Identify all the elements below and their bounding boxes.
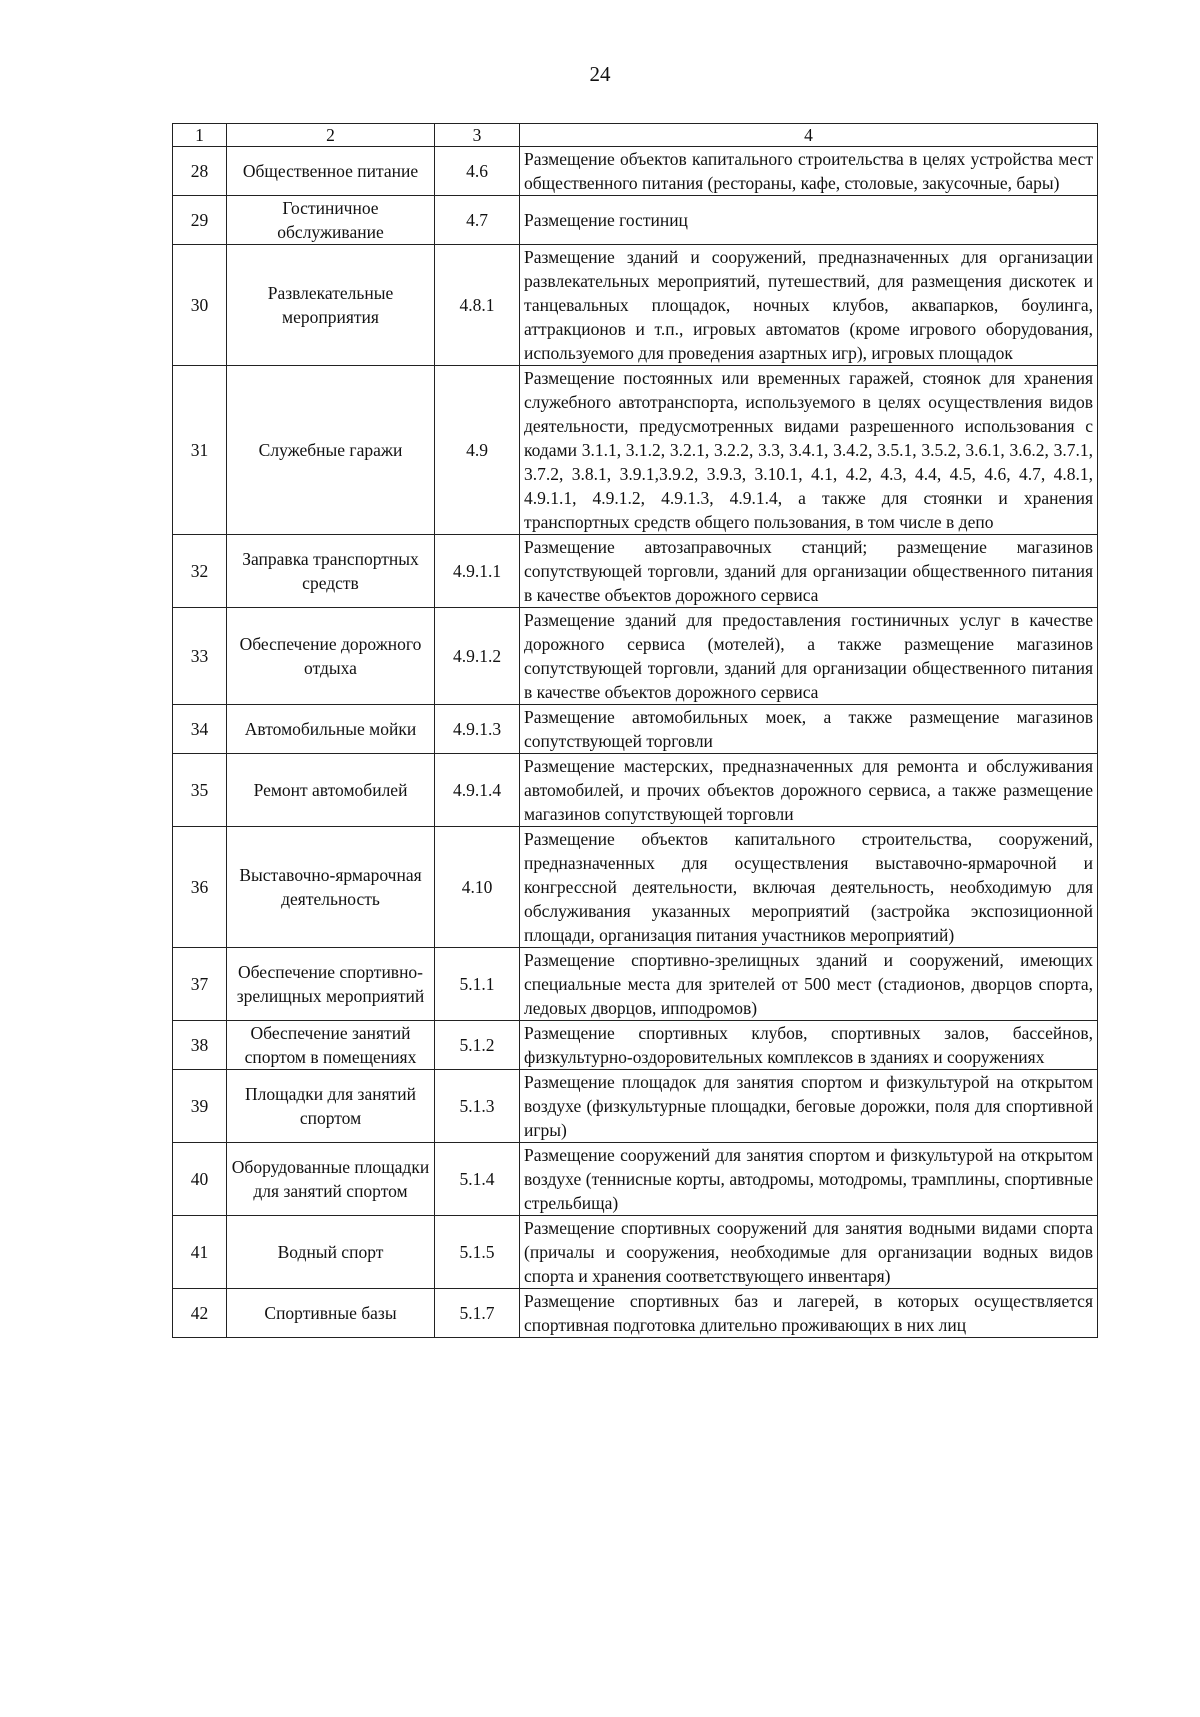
use-type-name: Спортивные базы bbox=[227, 1289, 435, 1338]
column-header-3: 3 bbox=[435, 124, 520, 147]
table-row bbox=[173, 1070, 1098, 1143]
use-type-code: 4.10 bbox=[435, 827, 520, 948]
row-number: 39 bbox=[173, 1070, 227, 1143]
row-number: 40 bbox=[173, 1143, 227, 1216]
row-number: 42 bbox=[173, 1289, 227, 1338]
use-type-description: Размещение автозаправочных станций; размещение магазинов сопутствующей торговли, зданий для организации общественного питания в качестве объектов дорожного сервиса bbox=[520, 535, 1098, 608]
use-type-code: 5.1.2 bbox=[435, 1021, 520, 1070]
table-row bbox=[173, 366, 1098, 535]
use-type-code: 5.1.7 bbox=[435, 1289, 520, 1338]
use-type-code: 5.1.4 bbox=[435, 1143, 520, 1216]
table-row bbox=[173, 1021, 1098, 1070]
use-type-name: Заправка транспортных средств bbox=[227, 535, 435, 608]
row-number: 41 bbox=[173, 1216, 227, 1289]
use-type-description: Размещение площадок для занятия спортом и физкультурой на открытом воздухе (физкультурные площадки, беговые дорожки, поля для спортивной игры) bbox=[520, 1070, 1098, 1143]
use-type-description: Размещение спортивно-зрелищных зданий и сооружений, имеющих специальные места для зрителей от 500 мест (стадионов, дворцов спорта, ледовых дворцов, ипподромов) bbox=[520, 948, 1098, 1021]
use-type-name: Оборудованные площадки для занятий спортом bbox=[227, 1143, 435, 1216]
table-row bbox=[173, 948, 1098, 1021]
table-row bbox=[173, 147, 1098, 196]
use-type-name: Площадки для занятий спортом bbox=[227, 1070, 435, 1143]
use-type-description: Размещение спортивных клубов, спортивных залов, бассейнов, физкультурно-оздоровительных комплексов в зданиях и сооружениях bbox=[520, 1021, 1098, 1070]
use-type-description: Размещение мастерских, предназначенных для ремонта и обслуживания автомобилей, и прочих объектов дорожного сервиса, а также размещение магазинов сопутствующей торговли bbox=[520, 754, 1098, 827]
use-type-description: Размещение гостиниц bbox=[520, 196, 1098, 245]
use-type-description: Размещение объектов капитального строительства в целях устройства мест общественного питания (рестораны, кафе, столовые, закусочные, бары) bbox=[520, 147, 1098, 196]
table-row bbox=[173, 827, 1098, 948]
table-row bbox=[173, 535, 1098, 608]
use-type-description: Размещение спортивных сооружений для занятия водными видами спорта (причалы и сооружения, необходимые для организации водных видов спорта и хранения соответствующего инвентаря) bbox=[520, 1216, 1098, 1289]
column-header-4: 4 bbox=[520, 124, 1098, 147]
table-row bbox=[173, 1143, 1098, 1216]
use-type-name: Обеспечение занятий спортом в помещениях bbox=[227, 1021, 435, 1070]
use-type-name: Обеспечение спортивно-зрелищных мероприятий bbox=[227, 948, 435, 1021]
row-number: 32 bbox=[173, 535, 227, 608]
use-type-description: Размещение объектов капитального строительства, сооружений, предназначенных для осуществления выставочно-ярмарочной и конгрессной деятельности, включая деятельность, необходимую для обслуживания указанных мероприятий (застройка экспозиционной площади, организация питания участников мероприятий) bbox=[520, 827, 1098, 948]
table-row bbox=[173, 754, 1098, 827]
table-row bbox=[173, 705, 1098, 754]
table-row bbox=[173, 245, 1098, 366]
use-type-name: Ремонт автомобилей bbox=[227, 754, 435, 827]
use-type-code: 4.9 bbox=[435, 366, 520, 535]
use-type-description: Размещение постоянных или временных гаражей, стоянок для хранения служебного автотранспорта, используемого в целях осуществления видов деятельности, предусмотренных видами разрешенного использования с кодами 3.1.1, 3.1.2, 3.2.1, 3.2.2, 3.3, 3.4.1, 3.4.2, 3.5.1, 3.5.2, 3.6.1, 3.6.2, 3.7.1, 3.7.2, 3.8.1, 3.9.1,3.9.2, 3.9.3, 3.10.1, 4.1, 4.2, 4.3, 4.4, 4.5, 4.6, 4.7, 4.8.1, 4.9.1.1, 4.9.1.2, 4.9.1.3, 4.9.1.4, а также для стоянки и хранения транспортных средств общего пользования, в том числе в депо bbox=[520, 366, 1098, 535]
table-row bbox=[173, 1289, 1098, 1338]
row-number: 35 bbox=[173, 754, 227, 827]
use-type-name: Служебные гаражи bbox=[227, 366, 435, 535]
row-number: 30 bbox=[173, 245, 227, 366]
use-type-description: Размещение сооружений для занятия спортом и физкультурой на открытом воздухе (теннисные корты, автодромы, мотодромы, трамплины, спортивные стрельбища) bbox=[520, 1143, 1098, 1216]
table-row bbox=[173, 196, 1098, 245]
use-type-code: 5.1.1 bbox=[435, 948, 520, 1021]
row-number: 38 bbox=[173, 1021, 227, 1070]
row-number: 36 bbox=[173, 827, 227, 948]
table-header-row bbox=[173, 124, 1098, 147]
use-type-description: Размещение зданий для предоставления гостиничных услуг в качестве дорожного сервиса (мотелей), а также размещение магазинов сопутствующей торговли, зданий для организации общественного питания в качестве объектов дорожного сервиса bbox=[520, 608, 1098, 705]
use-type-code: 5.1.3 bbox=[435, 1070, 520, 1143]
land-use-table bbox=[172, 123, 1098, 1338]
use-type-name: Выставочно-ярмарочная деятельность bbox=[227, 827, 435, 948]
use-type-name: Общественное питание bbox=[227, 147, 435, 196]
page-number: 24 bbox=[589, 62, 611, 86]
use-type-name: Гостиничное обслуживание bbox=[227, 196, 435, 245]
use-type-description: Размещение зданий и сооружений, предназначенных для организации развлекательных мероприятий, путешествий, для размещения дискотек и танцевальных площадок, ночных клубов, аквапарков, боулинга, аттракционов и т.п., игровых автоматов (кроме игрового оборудования, используемого для проведения азартных игр), игровых площадок bbox=[520, 245, 1098, 366]
column-header-2: 2 bbox=[227, 124, 435, 147]
row-number: 31 bbox=[173, 366, 227, 535]
use-type-code: 4.9.1.3 bbox=[435, 705, 520, 754]
use-type-code: 4.9.1.4 bbox=[435, 754, 520, 827]
use-type-description: Размещение автомобильных моек, а также размещение магазинов сопутствующей торговли bbox=[520, 705, 1098, 754]
use-type-code: 4.6 bbox=[435, 147, 520, 196]
table-row bbox=[173, 1216, 1098, 1289]
use-type-name: Развлекательные мероприятия bbox=[227, 245, 435, 366]
use-type-code: 4.8.1 bbox=[435, 245, 520, 366]
use-type-description: Размещение спортивных баз и лагерей, в которых осуществляется спортивная подготовка длительно проживающих в них лиц bbox=[520, 1289, 1098, 1338]
use-type-code: 4.9.1.2 bbox=[435, 608, 520, 705]
column-header-1: 1 bbox=[173, 124, 227, 147]
row-number: 33 bbox=[173, 608, 227, 705]
row-number: 28 bbox=[173, 147, 227, 196]
use-type-name: Обеспечение дорожного отдыха bbox=[227, 608, 435, 705]
use-type-code: 4.7 bbox=[435, 196, 520, 245]
use-type-name: Автомобильные мойки bbox=[227, 705, 435, 754]
row-number: 29 bbox=[173, 196, 227, 245]
use-type-code: 5.1.5 bbox=[435, 1216, 520, 1289]
row-number: 34 bbox=[173, 705, 227, 754]
use-type-code: 4.9.1.1 bbox=[435, 535, 520, 608]
table-row bbox=[173, 608, 1098, 705]
row-number: 37 bbox=[173, 948, 227, 1021]
use-type-name: Водный спорт bbox=[227, 1216, 435, 1289]
